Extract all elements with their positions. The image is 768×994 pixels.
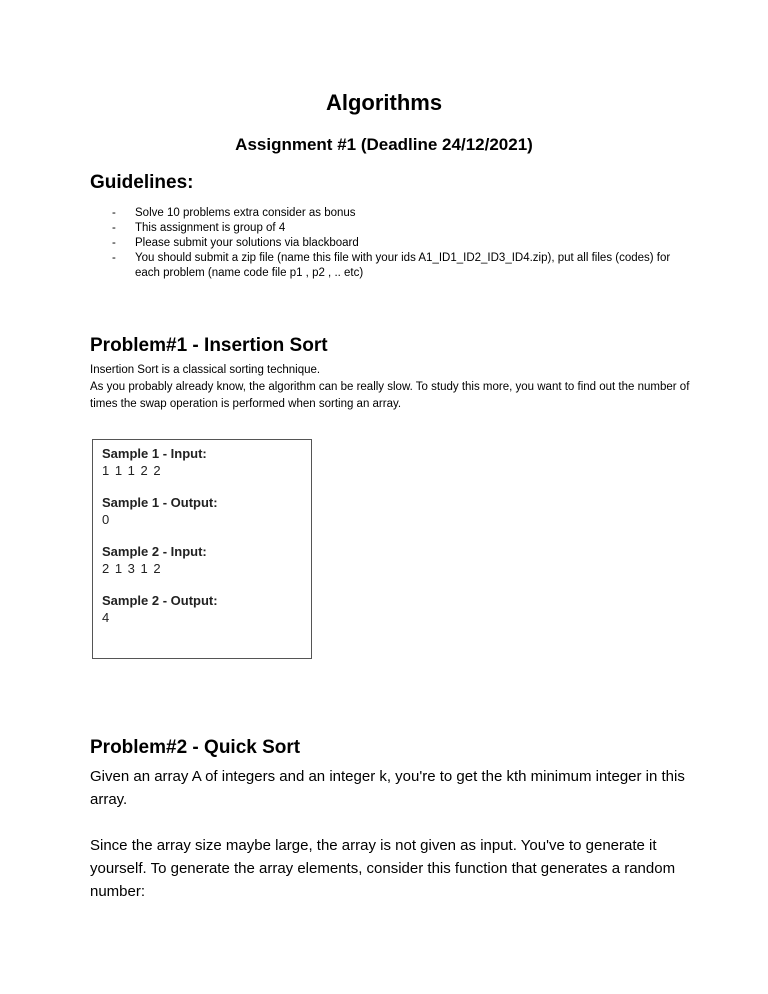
guideline-text: Please submit your solutions via blackboard <box>135 237 359 249</box>
guideline-text: Solve 10 problems extra consider as bonus <box>135 207 356 219</box>
sample-value: 0 <box>102 512 111 527</box>
assignment-subtitle: Assignment #1 (Deadline 24/12/2021) <box>235 135 533 154</box>
sample-label: Sample 1 - Input: <box>102 446 207 461</box>
sample-value: 2 1 3 1 2 <box>102 561 162 576</box>
guideline-text: This assignment is group of 4 <box>135 222 286 234</box>
bullet-dash: - <box>112 237 116 249</box>
sample-label: Sample 2 - Input: <box>102 544 207 559</box>
sample-block <box>102 445 302 479</box>
guidelines-heading: Guidelines: <box>90 172 194 193</box>
sample-label: Sample 1 - Output: <box>102 495 218 510</box>
bullet-dash: - <box>112 222 116 234</box>
problem1-description <box>90 362 690 413</box>
sample-value: 1 1 1 2 2 <box>102 463 162 478</box>
problem2-description <box>90 765 690 926</box>
guidelines-list <box>112 206 692 281</box>
guideline-item <box>112 206 692 221</box>
sample-label: Sample 2 - Output: <box>102 593 218 608</box>
samples-box <box>92 439 312 659</box>
document-title: Algorithms <box>325 90 443 115</box>
guideline-item <box>112 236 692 251</box>
problem1-heading: Problem#1 - Insertion Sort <box>90 335 328 356</box>
problem2-paragraph: Given an array A of integers and an integer k, you're to get the kth minimum integer in this array. <box>90 768 685 808</box>
bullet-dash: - <box>112 207 116 219</box>
guideline-item <box>112 221 692 236</box>
sample-block <box>102 592 302 626</box>
sample-block <box>102 543 302 577</box>
sample-block <box>102 494 302 528</box>
problem2-paragraph: Since the array size maybe large, the array is not given as input. You've to generate it yourself. To generate the array elements, consider this function that generates a random number: <box>90 837 676 900</box>
guideline-item <box>112 251 692 281</box>
bullet-dash: - <box>112 252 116 264</box>
problem2-heading: Problem#2 - Quick Sort <box>90 737 301 758</box>
guideline-text: You should submit a zip file (name this file with your ids A1_ID1_ID2_ID3_ID4.zip), put all files (codes) for each problem (name code file p1 , p2 , .. etc) <box>135 252 671 279</box>
problem1-paragraph: Insertion Sort is a classical sorting technique. <box>90 364 321 376</box>
sample-value: 4 <box>102 610 111 625</box>
problem1-paragraph: As you probably already know, the algorithm can be really slow. To study this more, you want to find out the number of times the swap operation is performed when sorting an array. <box>90 381 690 410</box>
